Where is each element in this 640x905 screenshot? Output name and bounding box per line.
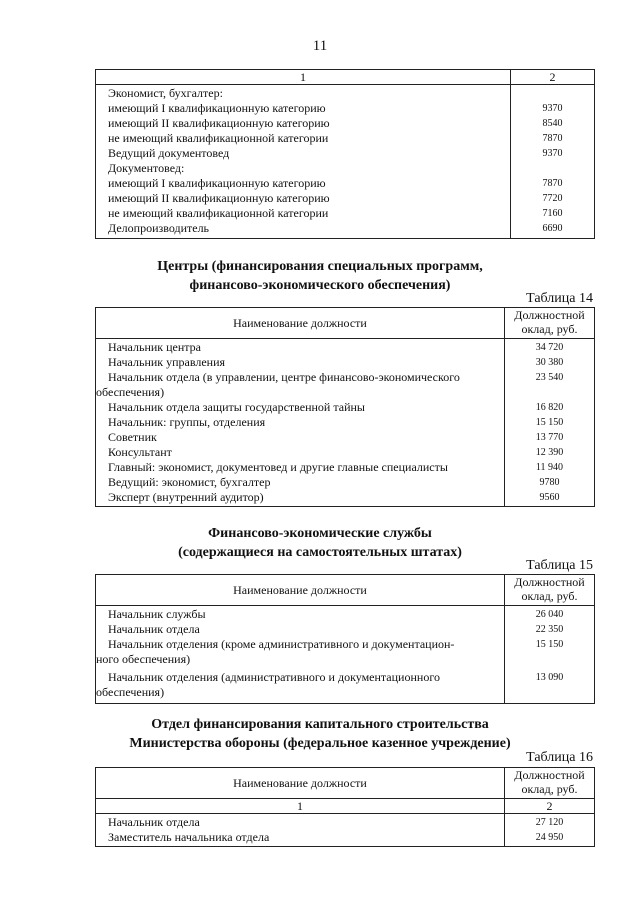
col-number-1: 1 [96,70,511,85]
row-value: 27 120 [535,817,564,828]
row-name: Начальник центра [108,340,201,354]
table-body [96,85,595,239]
names-column [96,606,505,704]
table-15-body [96,606,595,704]
names-column [96,85,511,239]
row-value [511,86,594,101]
table-14-label: Таблица 14 [526,291,593,306]
table-15 [95,574,595,704]
row-value: 11 940 [535,462,564,473]
header-salary-line1: Должностной [514,768,585,782]
header-salary-line1: Должностной [514,308,585,322]
header-position-name: Наименование должности [96,768,505,799]
section-15-title-line1: Финансово-экономические службы [208,526,432,541]
row-name: Делопроизводитель [108,221,210,235]
table-14-header [96,308,595,339]
row-value: 13 090 [535,672,564,683]
row-name: Начальник отдела [108,815,200,829]
values-column [505,606,595,704]
header-position-name: Наименование должности [96,308,505,339]
row-name-continued: обеспечения) [96,685,165,699]
row-name: Начальник управления [108,355,226,369]
section-16-title [0,715,640,753]
header-position-name: Наименование должности [96,575,505,606]
row-value: 9370 [542,103,563,114]
section-16-title-line2: Министерства обороны (федеральное казенное учреждение) [129,736,511,751]
row-value [511,161,594,176]
col-number-1: 1 [96,799,505,814]
section-14-title-line2: финансово-экономического обеспечения) [189,278,451,293]
header-salary [505,768,595,799]
table-14 [95,307,595,507]
row-name: имеющий I квалификационную категорию [108,176,326,190]
row-value: 9560 [539,492,560,503]
row-value: 9370 [542,148,563,159]
row-name: Ведущий документовед [108,146,230,160]
row-value: 8540 [542,118,563,129]
row-value: 9780 [539,477,560,488]
row-value: 13 770 [535,432,564,443]
values-column [511,85,595,239]
table-16 [95,767,595,847]
row-name: Начальник отдела защиты государственной тайны [108,400,365,414]
row-name: Начальник службы [108,607,206,621]
row-value: 7870 [542,178,563,189]
row-name: имеющий II квалификационную категорию [108,191,330,205]
table-14-body [96,339,595,507]
row-value: 7870 [542,133,563,144]
row-value: 7160 [542,208,563,219]
row-name-continued: обеспечения) [96,385,165,399]
row-value: 15 150 [535,639,564,650]
row-name: Начальник отдела [108,622,200,636]
column-number-row [96,799,595,814]
section-14-title-line1: Центры (финансирования специальных программ, [157,259,483,274]
section-14-title [0,257,640,295]
header-salary [505,575,595,606]
header-salary-line2: оклад, руб. [521,782,578,796]
table-16-label: Таблица 16 [526,750,593,765]
row-name: Экономист, бухгалтер: [108,86,223,100]
row-value: 23 540 [535,372,564,383]
row-name: Ведущий: экономист, бухгалтер [108,475,271,489]
col-number-2: 2 [511,70,595,85]
row-value: 30 380 [535,357,564,368]
header-salary [505,308,595,339]
row-value: 15 150 [535,417,564,428]
header-salary-line2: оклад, руб. [521,322,578,336]
row-name: Начальник отделения (кроме административного и документацион- [108,637,455,651]
row-name: Эксперт (внутренний аудитор) [108,490,264,504]
header-salary-line1: Должностной [514,575,585,589]
row-name: Документовед: [108,161,185,175]
row-value: 6690 [542,223,563,234]
names-column [96,339,505,507]
row-name: Главный: экономист, документовед и другие главные специалисты [108,460,448,474]
table-16-body [96,814,595,847]
row-name: не имеющий квалификационной категории [108,131,329,145]
row-name: Заместитель начальника отдела [108,830,270,844]
table-continued [95,69,595,239]
names-column [96,814,505,847]
row-name: не имеющий квалификационной категории [108,206,329,220]
table-15-header [96,575,595,606]
column-number-row [96,70,595,85]
section-15-title [0,524,640,562]
section-16-title-line1: Отдел финансирования капитального строительства [151,717,489,732]
col-number-2: 2 [505,799,595,814]
row-name: имеющий I квалификационную категорию [108,101,326,115]
row-value: 16 820 [535,402,564,413]
page-number: 11 [312,38,328,54]
row-value: 34 720 [535,342,564,353]
row-name: Начальник отделения (административного и документационного [108,670,440,684]
row-name: Консультант [108,445,172,459]
row-value: 24 950 [535,832,564,843]
values-column [505,339,595,507]
row-name: имеющий II квалификационную категорию [108,116,330,130]
section-15-title-line2: (содержащиеся на самостоятельных штатах) [178,545,462,560]
row-name: Начальник: группы, отделения [108,415,266,429]
header-salary-line2: оклад, руб. [521,589,578,603]
table-16-header [96,768,595,799]
row-value: 12 390 [535,447,564,458]
row-name-continued: ного обеспечения) [96,652,191,666]
row-value: 22 350 [535,624,564,635]
table-15-label: Таблица 15 [526,558,593,573]
row-value: 26 040 [535,609,564,620]
row-value: 7720 [542,193,563,204]
row-name: Начальник отдела (в управлении, центре финансово-экономического [108,370,460,384]
row-name: Советник [108,430,157,444]
values-column [505,814,595,847]
